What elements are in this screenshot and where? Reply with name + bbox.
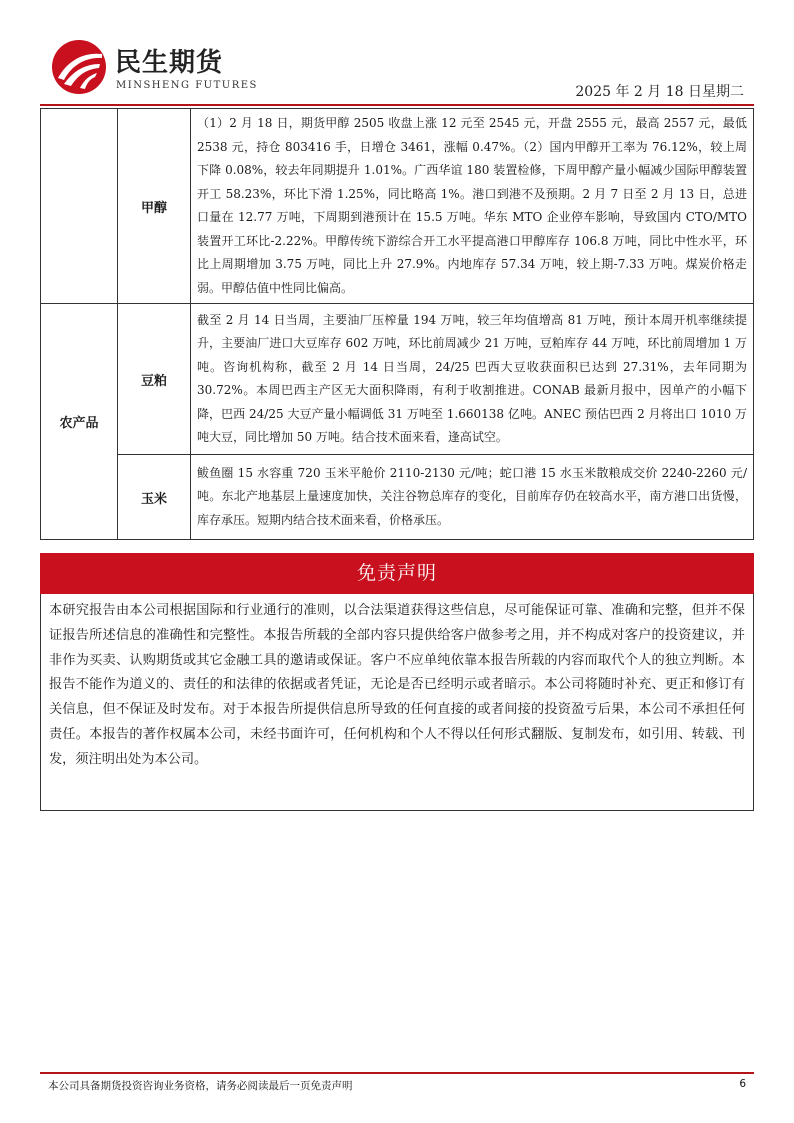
minsheng-logo-icon <box>50 38 108 96</box>
commodity-table <box>40 108 754 540</box>
logo-text: 民生期货 <box>115 48 224 78</box>
table-row <box>41 455 754 540</box>
product-cell-methanol: 甲醇 <box>118 109 191 304</box>
category-cell-agri: 农产品 <box>41 304 118 540</box>
header-divider <box>40 104 754 106</box>
analysis-cell-corn: 鲅鱼圈 15 水容重 720 玉米平舱价 2110-2130 元/吨；蛇口港 15 水玉米散粮成交价 2240-2260 元/吨。东北产地基层上量速度加快，关注谷物总库存的变化，目前库存仍在较高水平，南方港口出货慢，库存承压。短期内结合技术面来看，价格承压。 <box>191 455 754 540</box>
disclaimer-title: 免责声明 <box>40 553 754 594</box>
footer-divider <box>40 1072 754 1074</box>
report-date: 2025 年 2 月 18 日星期二 <box>575 84 744 100</box>
product-cell-soymeal: 豆粕 <box>118 304 191 455</box>
analysis-cell-soymeal: 截至 2 月 14 日当周，主要油厂压榨量 194 万吨，较三年均值增高 81 万吨，预计本周开机率继续提升，主要油厂进口大豆库存 602 万吨，环比前周减少 21 万吨，豆粕库存 44 万吨，环比前周增加 1 万吨。咨询机构称，截至 2 月 14 日当周，24/25 巴西大豆收获面积已达到 27.31%，去年同期为 30.72%。本周巴西主产区无大面积降雨，有利于收割推进。CONAB 最新月报中，因单产的小幅下降，巴西 24/25 大豆产量小幅调低 31 万吨至 1.660138 亿吨。ANEC 预估巴西 2 月将出口 1010 万吨大豆，同比增加 50 万吨。结合技术面来看，逢高试空。 <box>191 304 754 455</box>
analysis-cell-methanol: （1）2 月 18 日，期货甲醇 2505 收盘上涨 12 元至 2545 元，开盘 2555 元，最高 2557 元，最低 2538 元，持仓 803416 手，日增仓 3461，涨幅 0.47%。（2）国内甲醇开工率为 76.12%，较上周下降 0.08%，较去年同期提升 1.01%。广西华谊 180 装置检修，下周甲醇产量小幅减少国际甲醇装置开工 58.23%，环比下滑 1.25%，同比略高 1%。港口到港不及预期。2 月 7 日至 2 月 13 日，总进口量在 12.77 万吨，下周期到港预计在 15.5 万吨。华东 MTO 企业停车影响，导致国内 CTO/MTO 装置开工环比-2.22%。甲醇传统下游综合开工水平提高港口甲醇库存 106.8 万吨，同比中性水平，环比上周期增加 3.75 万吨，同比上升 27.9%。内地库存 57.34 万吨，较上期-7.33 万吨。煤炭价格走弱。甲醇估值中性同比偏高。 <box>191 109 754 304</box>
footer-notice: 本公司具备期货投资咨询业务资格，请务必阅读最后一页免责声明 <box>48 1080 353 1092</box>
category-cell <box>41 109 118 304</box>
disclaimer-body: 本研究报告由本公司根据国际和行业通行的准则，以合法渠道获得这些信息，尽可能保证可靠、准确和完整，但并不保证报告所述信息的准确性和完整性。本报告所载的全部内容只提供给客户做参考之用，并不构成对客户的投资建议，并非作为买卖、认购期货或其它金融工具的邀请或保证。客户不应单纯依靠本报告所载的内容而取代个人的独立判断。本报告不能作为道义的、责任的和法律的依据或者凭证，无论是否已经明示或者暗示。本公司将随时补充、更正和修订有关信息，但不保证及时发布。对于本报告所提供信息所导致的任何直接的或者间接的投资盈亏后果，本公司不承担任何责任。本报告的著作权属本公司，未经书面许可，任何机构和个人不得以任何形式翻版、复制发布，如引用、转载、刊发，须注明出处为本公司。 <box>40 594 754 811</box>
page-header <box>40 36 754 102</box>
product-cell-corn: 玉米 <box>118 455 191 540</box>
logo-subtext: MINSHENG FUTURES <box>116 80 258 91</box>
page-number: 6 <box>739 1078 746 1090</box>
table-row <box>41 304 754 455</box>
table-row <box>41 109 754 304</box>
